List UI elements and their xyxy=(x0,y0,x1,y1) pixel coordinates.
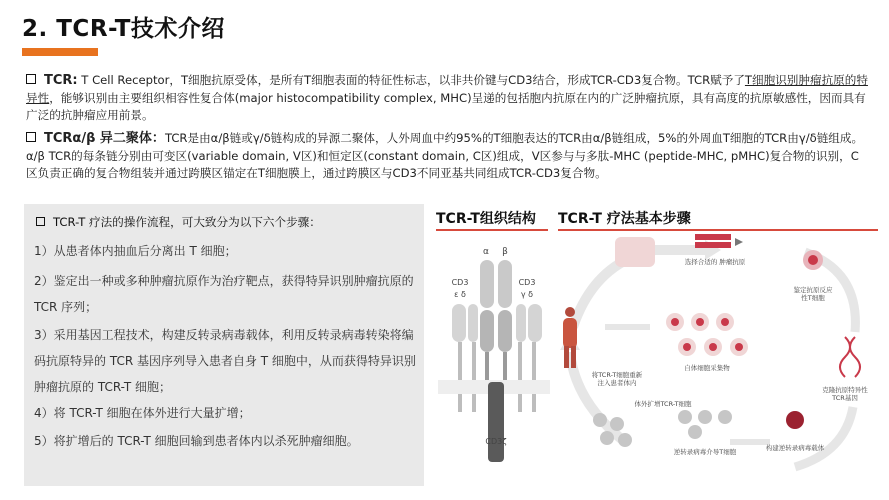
cd3-left-tail-2 xyxy=(472,342,476,412)
alpha-stalk xyxy=(485,352,489,380)
cd3-zeta-chain xyxy=(488,382,504,462)
cd3-gamma xyxy=(516,304,526,342)
beta-label: β xyxy=(502,247,508,257)
tcr-label: TCR: xyxy=(44,73,78,88)
beta-stalk xyxy=(503,352,507,380)
reinfuse-label: 将TCR-T细胞重新注入患者体内 xyxy=(591,371,643,387)
dna-icon xyxy=(840,337,850,377)
checkbox-bullet-icon xyxy=(36,217,45,226)
cd3-delta-right xyxy=(528,304,542,342)
step-item-5: 5）将扩增后的 TCR-T 细胞回输到患者体内以杀死肿瘤细胞。 xyxy=(34,434,359,448)
antigen-icon xyxy=(695,234,743,248)
process-title-underline xyxy=(558,229,878,231)
transduce-label: 逆转录病毒介导T细胞 xyxy=(673,448,737,456)
alpha-constant-domain xyxy=(480,310,494,352)
beta-variable-domain xyxy=(498,260,512,308)
tcrab-paragraph xyxy=(26,130,868,183)
dna-strand-2 xyxy=(850,337,860,377)
tcrab-label: TCRα/β 异二聚体： xyxy=(44,131,165,146)
process-title: TCR-T 疗法基本步骤 xyxy=(558,211,691,227)
cd3-right-tail-2 xyxy=(532,342,536,412)
step-item-4: 4）将 TCR-T 细胞在体外进行大量扩增； xyxy=(34,406,251,420)
retrovirus-icon xyxy=(786,411,804,429)
collect-label: 自体细胞采集物 xyxy=(684,364,730,372)
cd3-left-tail xyxy=(458,342,462,412)
cd3-left-sub-label: ε δ xyxy=(454,290,466,299)
tcr-text-b: ，能够识别由主要组织相容性复合体(major histocompatibility complex, MHC)呈递的包括胞内抗原在内的广泛肿瘤抗原，具有高度的抗原敏感性，因而具有广泛的抗肿瘤应用前景。 xyxy=(26,90,866,122)
tumor-tissue-icon xyxy=(615,237,655,267)
alpha-label: α xyxy=(483,247,489,257)
identify-tcell-label: 鉴定抗原反应性T细胞 xyxy=(793,286,833,302)
cd3z-label: CD3ζ xyxy=(485,437,507,446)
cd3-delta-left xyxy=(468,304,478,342)
cd3-right-tail xyxy=(518,342,522,412)
cd3-right-label: CD3 xyxy=(518,278,536,287)
cd3-right-sub-label: γ δ xyxy=(520,290,534,299)
title-accent-bar xyxy=(22,48,98,56)
clone-tcr-label: 克隆抗原特异性 TCR基因 xyxy=(822,386,868,402)
structure-title-underline xyxy=(436,229,548,231)
vector-label: 构建逆转录病毒载体 xyxy=(765,444,825,452)
expand-label: 体外扩增TCR-T细胞 xyxy=(634,400,692,408)
tcr-paragraph xyxy=(26,72,868,125)
beta-constant-domain xyxy=(498,310,512,352)
transduced-tcells-icon xyxy=(678,410,732,439)
steps-title xyxy=(36,214,321,230)
cd3-left-label: CD3 xyxy=(451,278,469,287)
collected-cells-icon xyxy=(666,313,748,356)
steps-panel xyxy=(24,204,424,486)
step-item-1: 1）从患者体内抽血后分离出 T 细胞； xyxy=(34,244,237,258)
reactive-tcell-nucleus xyxy=(808,255,818,265)
checkbox-bullet-icon xyxy=(26,132,36,142)
tcrab-text: TCR是由α/β链或γ/δ链构成的异源二聚体，人外周血中约95%的T细胞表达的TCR由α/β链组成，5%的外周血T细胞的TCR由γ/δ链组成。α/β TCR的每条链分别由可变区(variable domain, V区)和恒定区(constant domain, C区)组成，V区参与与多肽-MHC (peptide-MHC, pMHC)复合物的识别，C区负责正确的复合物组装并通过跨膜区锚定在T细胞膜上，通过跨膜区与CD3不同亚基共同组成TCR-CD3复合物。 xyxy=(26,131,864,180)
cd3-epsilon xyxy=(452,304,466,342)
tcr-text-underline: T细胞识别肿瘤抗原的特异性 xyxy=(26,73,868,105)
steps-title-text: TCR-T 疗法的操作流程，可大致分为以下六个步骤： xyxy=(53,215,321,229)
structure-title: TCR-T组织结构 xyxy=(436,211,536,227)
alpha-variable-domain xyxy=(480,260,494,308)
select-antigen-label: 选择合适的 肿瘤抗原 xyxy=(684,258,746,266)
arrow-bottom-right xyxy=(795,407,853,467)
page-title: 2. TCR-T技术介绍 xyxy=(22,16,225,42)
tcr-structure-diagram xyxy=(430,232,555,494)
tcr-process-diagram xyxy=(555,232,885,494)
checkbox-bullet-icon xyxy=(26,74,36,84)
tcr-text-a: T Cell Receptor，T细胞抗原受体，是所有T细胞表面的特征性标志，以非共价键与CD3结合，形成TCR-CD3复合物。TCR赋予了 xyxy=(77,73,745,87)
step-item-2: 2）鉴定出一种或多种肿瘤抗原作为治疗靶点，获得特异识别肿瘤抗原的 TCR 序列； xyxy=(34,274,414,314)
step-item-3: 3）采用基因工程技术，构建反转录病毒载体，利用反转录病毒转染将编码抗原特异的 TCR 基因序列导入患者自身 T 细胞中，从而获得特异识别肿瘤抗原的 TCR-T 细胞； xyxy=(34,328,416,394)
